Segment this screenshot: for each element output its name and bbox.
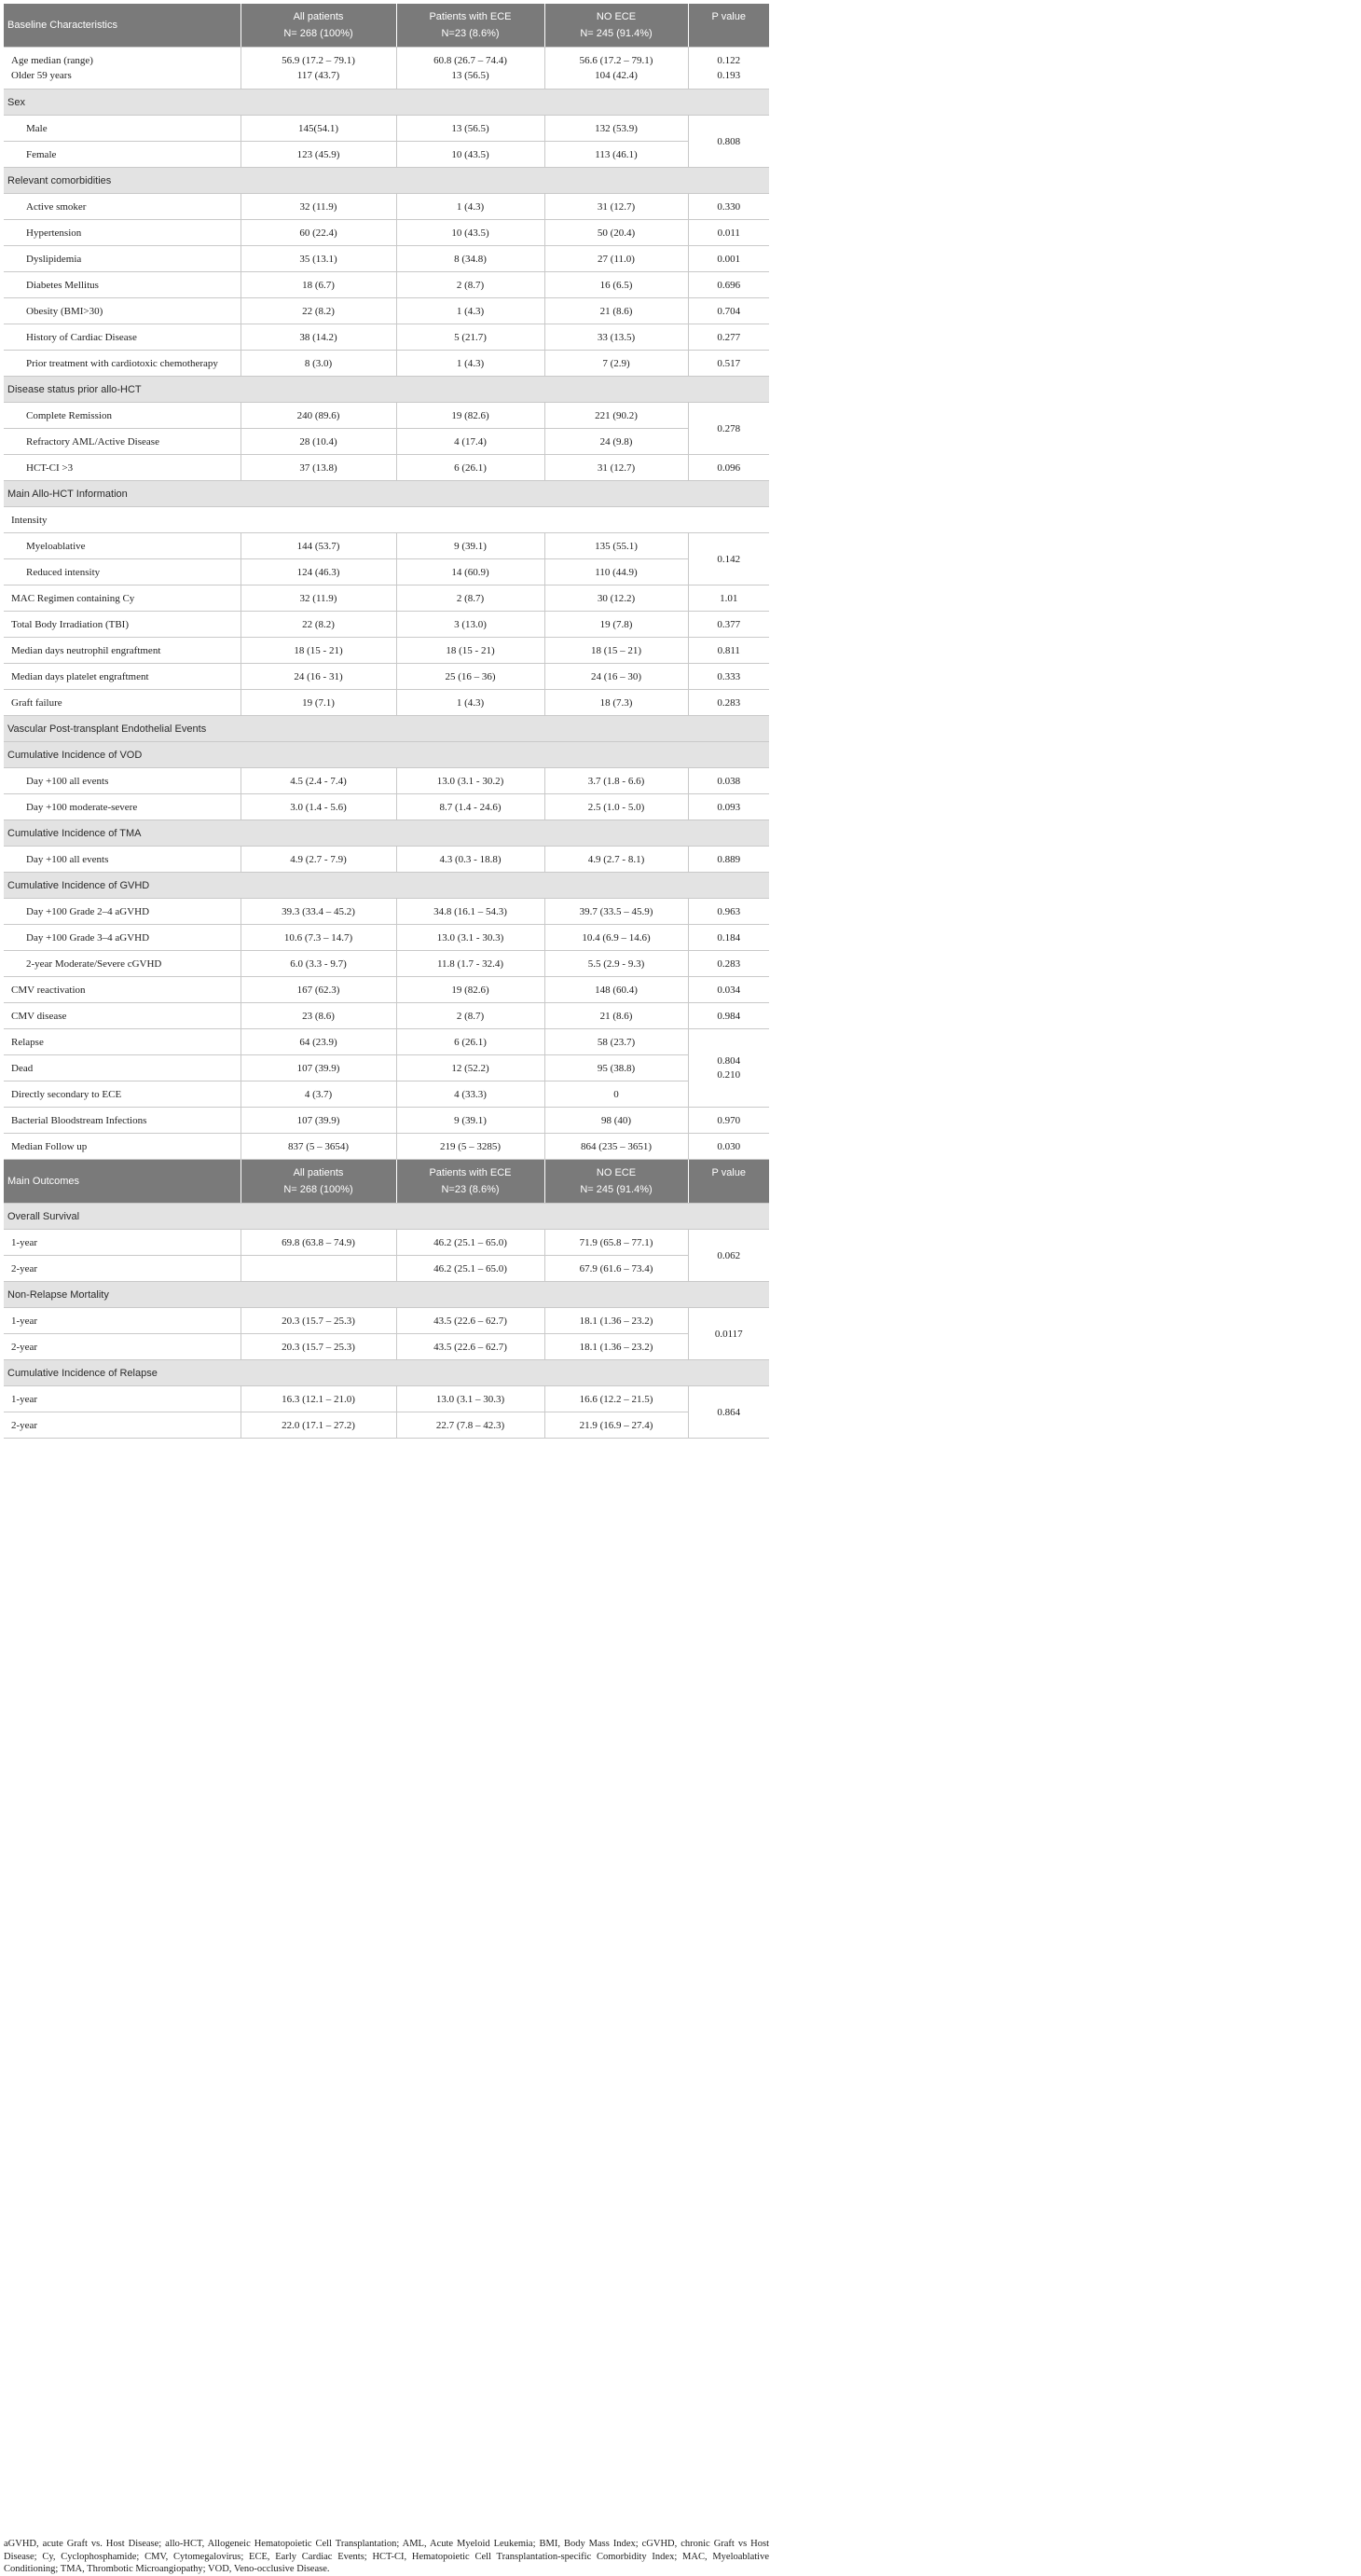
- header-main-outcomes: Main Outcomes: [4, 1160, 241, 1204]
- age-label: [4, 48, 241, 90]
- cell-no-ece: 16.6 (12.2 – 21.5): [544, 1386, 688, 1412]
- header-all-patients-n: N= 268 (100%): [283, 28, 353, 39]
- row-label: 2-year Moderate/Severe cGVHD: [4, 951, 241, 977]
- section-row-vod: [4, 742, 769, 768]
- cell-no-ece: 39.7 (33.5 – 45.9): [544, 899, 688, 925]
- row-label: Day +100 moderate-severe: [4, 794, 241, 820]
- cell-patients-with-ece: 8 (34.8): [396, 246, 544, 272]
- outcomes-header-p-value: P value: [688, 1160, 769, 1204]
- header-baseline-characteristics: Baseline Characteristics: [4, 4, 241, 48]
- cell-patients-with-ece: 6 (26.1): [396, 1029, 544, 1055]
- cell-all-patients: 20.3 (15.7 – 25.3): [241, 1308, 396, 1334]
- cell-no-ece: 4.9 (2.7 - 8.1): [544, 847, 688, 873]
- header-all-patients-title: All patients: [293, 11, 344, 22]
- table-row: [4, 585, 769, 612]
- row-label: Female: [4, 142, 241, 168]
- age-row: [4, 48, 769, 90]
- outcomes-table-header: [4, 1160, 769, 1204]
- cell-p-value: 0.038: [688, 768, 769, 794]
- table-row: [4, 1308, 769, 1334]
- section-row-os: [4, 1204, 769, 1230]
- cell-all-patients: 35 (13.1): [241, 246, 396, 272]
- cell-no-ece: 16 (6.5): [544, 272, 688, 298]
- cell-p-value-merged: 0.864: [688, 1386, 769, 1439]
- section-row-vascular: [4, 716, 769, 742]
- table-row: [4, 533, 769, 559]
- outcomes-header-no-ece-title: NO ECE: [596, 1167, 637, 1178]
- cell-p-value: 0.333: [688, 664, 769, 690]
- table-row: [4, 429, 769, 455]
- cell-all-patients: 144 (53.7): [241, 533, 396, 559]
- table-row: [4, 351, 769, 377]
- table-row: [4, 612, 769, 638]
- header-ece-n: N=23 (8.6%): [441, 28, 500, 39]
- cell-patients-with-ece: 4.3 (0.3 - 18.8): [396, 847, 544, 873]
- row-label: 2-year: [4, 1256, 241, 1282]
- section-title-main: Main Allo-HCT Information: [4, 481, 769, 507]
- table-row: [4, 977, 769, 1003]
- age-no-ece-median: 56.6 (17.2 – 79.1): [579, 55, 653, 66]
- outcomes-header-no-ece-n: N= 245 (91.4%): [580, 1184, 653, 1195]
- section-row-cir: [4, 1360, 769, 1386]
- header-patients-with-ece: [396, 4, 544, 48]
- section-title-os: Overall Survival: [4, 1204, 769, 1230]
- table-row: [4, 246, 769, 272]
- cell-all-patients: 37 (13.8): [241, 455, 396, 481]
- cell-p-value: 0.704: [688, 298, 769, 324]
- row-label: 2-year: [4, 1412, 241, 1439]
- cell-p-value: 0.030: [688, 1134, 769, 1160]
- cell-no-ece: 7 (2.9): [544, 351, 688, 377]
- cell-patients-with-ece: 25 (16 – 36): [396, 664, 544, 690]
- row-label: Graft failure: [4, 690, 241, 716]
- cell-no-ece: 19 (7.8): [544, 612, 688, 638]
- cell-p-value-merged: 0.808: [688, 116, 769, 168]
- cell-p-value: 0.970: [688, 1108, 769, 1134]
- cell-patients-with-ece: 6 (26.1): [396, 455, 544, 481]
- age-p: [688, 48, 769, 90]
- cell-all-patients: 18 (15 - 21): [241, 638, 396, 664]
- cell-all-patients: 38 (14.2): [241, 324, 396, 351]
- cell-patients-with-ece: 13 (56.5): [396, 116, 544, 142]
- cell-p-value: 1.01: [688, 585, 769, 612]
- row-label: Dead: [4, 1055, 241, 1081]
- header-no-ece-n: N= 245 (91.4%): [580, 28, 653, 39]
- cell-p-value: 0.517: [688, 351, 769, 377]
- cell-all-patients: 123 (45.9): [241, 142, 396, 168]
- cell-p-value: 0.377: [688, 612, 769, 638]
- age-ece: [396, 48, 544, 90]
- cell-patients-with-ece: 43.5 (22.6 – 62.7): [396, 1308, 544, 1334]
- cell-p-value: 0.093: [688, 794, 769, 820]
- cell-p-value: 0.889: [688, 847, 769, 873]
- cell-all-patients: 3.0 (1.4 - 5.6): [241, 794, 396, 820]
- cell-no-ece: 33 (13.5): [544, 324, 688, 351]
- p-value-dead: 0.210: [717, 1068, 741, 1081]
- row-label: History of Cardiac Disease: [4, 324, 241, 351]
- cell-patients-with-ece: 13.0 (3.1 - 30.2): [396, 768, 544, 794]
- cell-patients-with-ece: 219 (5 – 3285): [396, 1134, 544, 1160]
- row-label: Day +100 all events: [4, 847, 241, 873]
- cell-all-patients: 64 (23.9): [241, 1029, 396, 1055]
- table-row: [4, 794, 769, 820]
- cell-all-patients: 4.9 (2.7 - 7.9): [241, 847, 396, 873]
- cell-no-ece: 50 (20.4): [544, 220, 688, 246]
- cell-p-value: 0.011: [688, 220, 769, 246]
- cell-no-ece: 24 (9.8): [544, 429, 688, 455]
- cell-p-value: 0.330: [688, 194, 769, 220]
- cell-p-value: 0.696: [688, 272, 769, 298]
- cell-patients-with-ece: 1 (4.3): [396, 298, 544, 324]
- cell-p-value: 0.184: [688, 925, 769, 951]
- cell-no-ece: 148 (60.4): [544, 977, 688, 1003]
- section-title-gvhd: Cumulative Incidence of GVHD: [4, 873, 769, 899]
- age-median-label: Age median (range): [11, 55, 93, 66]
- section-row-disease: [4, 377, 769, 403]
- cell-all-patients: 18 (6.7): [241, 272, 396, 298]
- table-row: [4, 951, 769, 977]
- row-label: CMV reactivation: [4, 977, 241, 1003]
- table-row: [4, 664, 769, 690]
- cell-no-ece: 3.7 (1.8 - 6.6): [544, 768, 688, 794]
- table-row: [4, 1334, 769, 1360]
- table-row: [4, 768, 769, 794]
- row-label: Diabetes Mellitus: [4, 272, 241, 298]
- cell-no-ece: 30 (12.2): [544, 585, 688, 612]
- cell-patients-with-ece: 5 (21.7): [396, 324, 544, 351]
- row-label: Median days neutrophil engraftment: [4, 638, 241, 664]
- cell-no-ece: 24 (16 – 30): [544, 664, 688, 690]
- cell-patients-with-ece: 2 (8.7): [396, 272, 544, 298]
- cell-no-ece: 110 (44.9): [544, 559, 688, 585]
- row-label: Complete Remission: [4, 403, 241, 429]
- row-label: CMV disease: [4, 1003, 241, 1029]
- outcomes-header-no-ece: [544, 1160, 688, 1204]
- cell-patients-with-ece: 43.5 (22.6 – 62.7): [396, 1334, 544, 1360]
- cell-all-patients: 4.5 (2.4 - 7.4): [241, 768, 396, 794]
- row-label: Prior treatment with cardiotoxic chemotherapy: [4, 351, 241, 377]
- cell-patients-with-ece: 10 (43.5): [396, 220, 544, 246]
- age-all: [241, 48, 396, 90]
- p-value-relapse: 0.804: [717, 1054, 741, 1067]
- cell-all-patients: 4 (3.7): [241, 1081, 396, 1108]
- cell-patients-with-ece: 46.2 (25.1 – 65.0): [396, 1256, 544, 1282]
- table-row: [4, 1134, 769, 1160]
- cell-all-patients: 24 (16 - 31): [241, 664, 396, 690]
- section-title-nrm: Non-Relapse Mortality: [4, 1282, 769, 1308]
- table-row: [4, 690, 769, 716]
- cell-patients-with-ece: 19 (82.6): [396, 977, 544, 1003]
- section-title-cir: Cumulative Incidence of Relapse: [4, 1360, 769, 1386]
- row-label: Day +100 Grade 2–4 aGVHD: [4, 899, 241, 925]
- baseline-characteristics-table: [4, 4, 769, 1439]
- cell-no-ece: 21 (8.6): [544, 1003, 688, 1029]
- row-label: Total Body Irradiation (TBI): [4, 612, 241, 638]
- cell-patients-with-ece: 1 (4.3): [396, 690, 544, 716]
- cell-all-patients: 22 (8.2): [241, 298, 396, 324]
- cell-no-ece: 132 (53.9): [544, 116, 688, 142]
- outcomes-header-all-patients: [241, 1160, 396, 1204]
- cell-no-ece: 58 (23.7): [544, 1029, 688, 1055]
- outcomes-header-patients-with-ece-n: N=23 (8.6%): [441, 1184, 500, 1195]
- cell-all-patients: 32 (11.9): [241, 194, 396, 220]
- cell-p-value-merged: 0.062: [688, 1230, 769, 1282]
- cell-patients-with-ece: 13.0 (3.1 – 30.3): [396, 1386, 544, 1412]
- cell-no-ece: 27 (11.0): [544, 246, 688, 272]
- cell-patients-with-ece: 2 (8.7): [396, 1003, 544, 1029]
- cell-all-patients: 8 (3.0): [241, 351, 396, 377]
- age-p-older: 0.193: [717, 70, 741, 81]
- outcomes-header-patients-with-ece: [396, 1160, 544, 1204]
- row-label: Obesity (BMI>30): [4, 298, 241, 324]
- cell-all-patients: 124 (46.3): [241, 559, 396, 585]
- cell-p-value: 0.963: [688, 899, 769, 925]
- cell-all-patients: 240 (89.6): [241, 403, 396, 429]
- row-label: HCT-CI >3: [4, 455, 241, 481]
- cell-all-patients: 19 (7.1): [241, 690, 396, 716]
- age-all-median: 56.9 (17.2 – 79.1): [282, 55, 355, 66]
- section-row-nrm: [4, 1282, 769, 1308]
- cell-no-ece: 10.4 (6.9 – 14.6): [544, 925, 688, 951]
- header-no-ece-title: NO ECE: [596, 11, 637, 22]
- row-label: Male: [4, 116, 241, 142]
- cell-no-ece: 95 (38.8): [544, 1055, 688, 1081]
- older-59-label: Older 59 years: [11, 70, 72, 81]
- section-row-gvhd: [4, 873, 769, 899]
- table-row: [4, 142, 769, 168]
- section-title-sex: Sex: [4, 90, 769, 116]
- cell-patients-with-ece: 2 (8.7): [396, 585, 544, 612]
- cell-all-patients: 20.3 (15.7 – 25.3): [241, 1334, 396, 1360]
- intensity-label: Intensity: [4, 507, 769, 533]
- row-label: Active smoker: [4, 194, 241, 220]
- cell-no-ece: 221 (90.2): [544, 403, 688, 429]
- table-row: [4, 272, 769, 298]
- table-row: [4, 324, 769, 351]
- cell-patients-with-ece: 4 (17.4): [396, 429, 544, 455]
- table-row: [4, 1412, 769, 1439]
- section-title-vascular: Vascular Post-transplant Endothelial Events: [4, 716, 769, 742]
- cell-p-value-merged: 0.142: [688, 533, 769, 585]
- cell-p-value: 0.283: [688, 690, 769, 716]
- cell-p-value: 0.096: [688, 455, 769, 481]
- header-ece-title: Patients with ECE: [429, 11, 512, 22]
- cell-no-ece: 18 (7.3): [544, 690, 688, 716]
- cell-p-value-merged: 0.0117: [688, 1308, 769, 1360]
- table-row: [4, 847, 769, 873]
- cell-no-ece: 113 (46.1): [544, 142, 688, 168]
- age-no-ece-older: 104 (42.4): [595, 70, 638, 81]
- cell-all-patients: 145(54.1): [241, 116, 396, 142]
- cell-no-ece: 67.9 (61.6 – 73.4): [544, 1256, 688, 1282]
- row-label: Myeloablative: [4, 533, 241, 559]
- table-row: [4, 638, 769, 664]
- table-row: [4, 116, 769, 142]
- cell-patients-with-ece: 3 (13.0): [396, 612, 544, 638]
- cell-patients-with-ece: 46.2 (25.1 – 65.0): [396, 1230, 544, 1256]
- cell-no-ece: 98 (40): [544, 1108, 688, 1134]
- section-row-sex: [4, 90, 769, 116]
- cell-patients-with-ece: 19 (82.6): [396, 403, 544, 429]
- row-label: 1-year: [4, 1386, 241, 1412]
- header-no-ece: [544, 4, 688, 48]
- cell-p-value-merged: [688, 1029, 769, 1108]
- table-row: [4, 1386, 769, 1412]
- cell-no-ece: 0: [544, 1081, 688, 1108]
- cell-all-patients: 16.3 (12.1 – 21.0): [241, 1386, 396, 1412]
- cell-no-ece: 18 (15 – 21): [544, 638, 688, 664]
- cell-all-patients: 107 (39.9): [241, 1055, 396, 1081]
- cell-p-value: 0.984: [688, 1003, 769, 1029]
- row-label: Day +100 all events: [4, 768, 241, 794]
- intensity-row: [4, 507, 769, 533]
- cell-no-ece: 135 (55.1): [544, 533, 688, 559]
- cell-no-ece: 18.1 (1.36 – 23.2): [544, 1334, 688, 1360]
- cell-all-patients: 28 (10.4): [241, 429, 396, 455]
- section-row-main: [4, 481, 769, 507]
- table-row: [4, 1108, 769, 1134]
- table-row: [4, 220, 769, 246]
- header-p-value: P value: [688, 4, 769, 48]
- table-row: [4, 455, 769, 481]
- row-label: Median Follow up: [4, 1134, 241, 1160]
- cell-p-value: 0.283: [688, 951, 769, 977]
- cell-patients-with-ece: 11.8 (1.7 - 32.4): [396, 951, 544, 977]
- table-row: [4, 559, 769, 585]
- row-label: 2-year: [4, 1334, 241, 1360]
- table-row: [4, 1029, 769, 1055]
- cell-p-value: 0.811: [688, 638, 769, 664]
- section-title-disease: Disease status prior allo-HCT: [4, 377, 769, 403]
- cell-patients-with-ece: 18 (15 - 21): [396, 638, 544, 664]
- cell-all-patients: 32 (11.9): [241, 585, 396, 612]
- cell-no-ece: 2.5 (1.0 - 5.0): [544, 794, 688, 820]
- table-row: [4, 1081, 769, 1108]
- cell-all-patients: [241, 1256, 396, 1282]
- section-row-tma: [4, 820, 769, 847]
- cell-all-patients: 837 (5 – 3654): [241, 1134, 396, 1160]
- table-row: [4, 925, 769, 951]
- outcomes-header-all-patients-title: All patients: [293, 1167, 344, 1178]
- row-label: 1-year: [4, 1308, 241, 1334]
- cell-all-patients: 60 (22.4): [241, 220, 396, 246]
- table-row: [4, 403, 769, 429]
- row-label: Directly secondary to ECE: [4, 1081, 241, 1108]
- table-row: [4, 298, 769, 324]
- section-title-vod: Cumulative Incidence of VOD: [4, 742, 769, 768]
- row-label: Hypertension: [4, 220, 241, 246]
- age-ece-older: 13 (56.5): [451, 70, 489, 81]
- row-label: Reduced intensity: [4, 559, 241, 585]
- cell-patients-with-ece: 12 (52.2): [396, 1055, 544, 1081]
- cell-p-value: 0.034: [688, 977, 769, 1003]
- table-row: [4, 899, 769, 925]
- cell-p-value: 0.277: [688, 324, 769, 351]
- row-label: Refractory AML/Active Disease: [4, 429, 241, 455]
- cell-no-ece: 864 (235 – 3651): [544, 1134, 688, 1160]
- cell-no-ece: 18.1 (1.36 – 23.2): [544, 1308, 688, 1334]
- cell-patients-with-ece: 1 (4.3): [396, 351, 544, 377]
- cell-all-patients: 167 (62.3): [241, 977, 396, 1003]
- cell-p-value-merged: 0.278: [688, 403, 769, 455]
- outcomes-header-patients-with-ece-title: Patients with ECE: [429, 1167, 512, 1178]
- cell-no-ece: 5.5 (2.9 - 9.3): [544, 951, 688, 977]
- row-label: Bacterial Bloodstream Infections: [4, 1108, 241, 1134]
- age-no-ece: [544, 48, 688, 90]
- age-all-older: 117 (43.7): [296, 70, 340, 81]
- cell-patients-with-ece: 9 (39.1): [396, 533, 544, 559]
- row-label: Relapse: [4, 1029, 241, 1055]
- cell-no-ece: 21 (8.6): [544, 298, 688, 324]
- row-label: Day +100 Grade 3–4 aGVHD: [4, 925, 241, 951]
- cell-no-ece: 31 (12.7): [544, 455, 688, 481]
- cell-all-patients: 69.8 (63.8 – 74.9): [241, 1230, 396, 1256]
- table-footnote: aGVHD, acute Graft vs. Host Disease; allo-HCT, Allogeneic Hematopoietic Cell Transplantation; AML, Acute Myeloid Leukemia; BMI, Body Mass Index; cGVHD, chronic Graft vs Host Disease; Cy, Cyclophosphamide; CMV, Cytomegalovirus; ECE, Early Cardiac Events; HCT-CI, Hematopoietic Cell Transplantation-specific Comorbidity Index; MAC, Myeloablative Conditioning; TMA, Thrombotic Microangiopathy; VOD, Veno-occlusive Disease.: [4, 2539, 769, 2574]
- cell-all-patients: 39.3 (33.4 – 45.2): [241, 899, 396, 925]
- cell-patients-with-ece: 4 (33.3): [396, 1081, 544, 1108]
- section-title-tma: Cumulative Incidence of TMA: [4, 820, 769, 847]
- cell-patients-with-ece: 22.7 (7.8 – 42.3): [396, 1412, 544, 1439]
- cell-no-ece: 71.9 (65.8 – 77.1): [544, 1230, 688, 1256]
- cell-all-patients: 22 (8.2): [241, 612, 396, 638]
- section-row-comorb: [4, 168, 769, 194]
- cell-patients-with-ece: 10 (43.5): [396, 142, 544, 168]
- cell-patients-with-ece: 8.7 (1.4 - 24.6): [396, 794, 544, 820]
- cell-p-value: 0.001: [688, 246, 769, 272]
- cell-all-patients: 10.6 (7.3 – 14.7): [241, 925, 396, 951]
- cell-all-patients: 22.0 (17.1 – 27.2): [241, 1412, 396, 1439]
- cell-all-patients: 6.0 (3.3 - 9.7): [241, 951, 396, 977]
- cell-all-patients: 107 (39.9): [241, 1108, 396, 1134]
- table-row: [4, 1055, 769, 1081]
- cell-patients-with-ece: 14 (60.9): [396, 559, 544, 585]
- table-row: [4, 1230, 769, 1256]
- cell-patients-with-ece: 1 (4.3): [396, 194, 544, 220]
- header-all-patients: [241, 4, 396, 48]
- cell-patients-with-ece: 9 (39.1): [396, 1108, 544, 1134]
- cell-patients-with-ece: 13.0 (3.1 - 30.3): [396, 925, 544, 951]
- table-row: [4, 1003, 769, 1029]
- cell-no-ece: 21.9 (16.9 – 27.4): [544, 1412, 688, 1439]
- row-label: MAC Regimen containing Cy: [4, 585, 241, 612]
- cell-patients-with-ece: 34.8 (16.1 – 54.3): [396, 899, 544, 925]
- table-row: [4, 1256, 769, 1282]
- section-title-comorb: Relevant comorbidities: [4, 168, 769, 194]
- table-row: [4, 194, 769, 220]
- row-label: 1-year: [4, 1230, 241, 1256]
- age-p-median: 0.122: [717, 55, 741, 66]
- outcomes-header-all-patients-n: N= 268 (100%): [283, 1184, 353, 1195]
- row-label: Dyslipidemia: [4, 246, 241, 272]
- age-ece-median: 60.8 (26.7 – 74.4): [433, 55, 507, 66]
- row-label: Median days platelet engraftment: [4, 664, 241, 690]
- table-header: [4, 4, 769, 48]
- cell-all-patients: 23 (8.6): [241, 1003, 396, 1029]
- cell-no-ece: 31 (12.7): [544, 194, 688, 220]
